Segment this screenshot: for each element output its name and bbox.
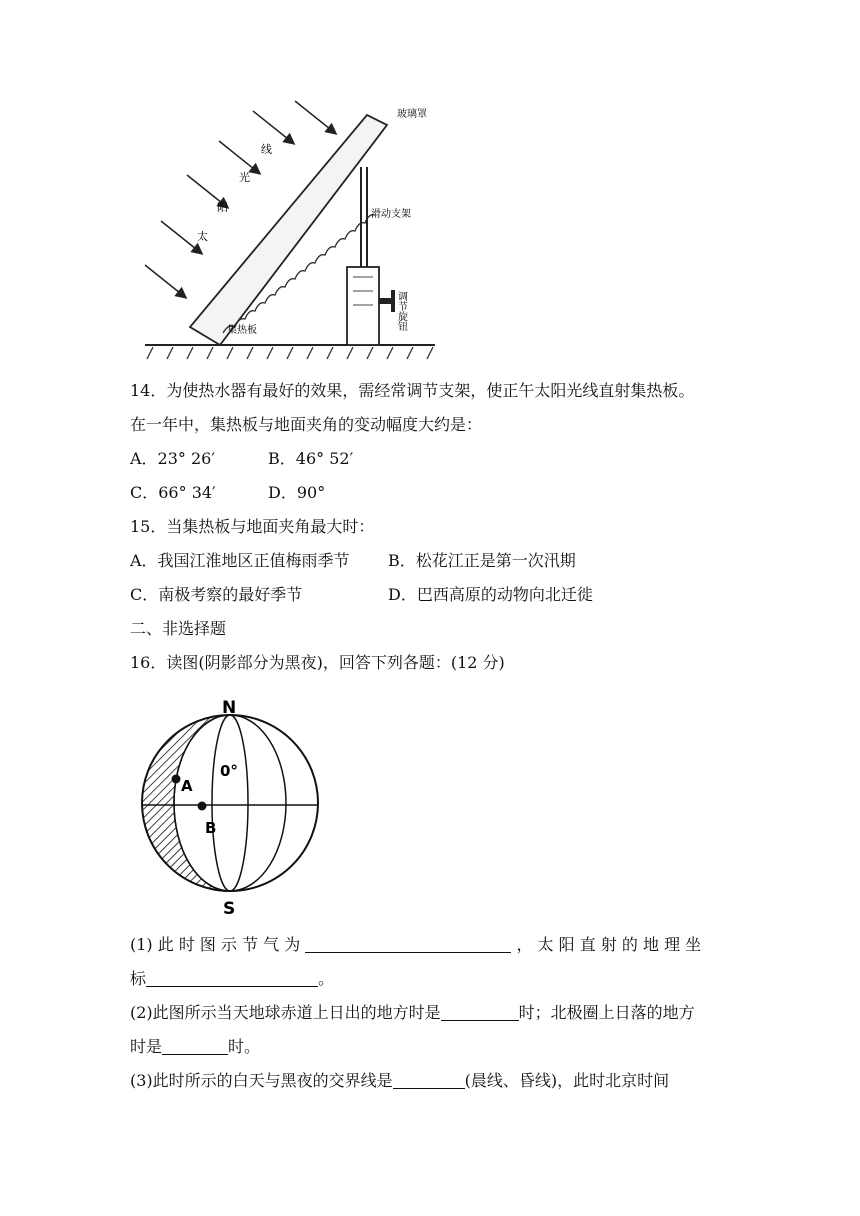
adjust-knob: [379, 290, 395, 312]
q16-sub3-line1: [130, 1070, 669, 1092]
q16-sub2-text4: 时。: [228, 1037, 261, 1056]
q16-sub1-text2: ， 太 阳 直 射 的 地 理 坐: [516, 935, 702, 954]
glass-label: [397, 107, 427, 120]
q16-sub2-blank1[interactable]: [441, 1004, 519, 1021]
sun-label-3: 光: [239, 171, 250, 184]
q15-option-a: A．我国江淮地区正值梅雨季节: [130, 551, 350, 570]
q14-option-b: B．46° 52′: [268, 449, 354, 468]
q16-sub1-blank1[interactable]: [305, 936, 511, 953]
q15-option-b: B．松花江正是第一次汛期: [388, 551, 576, 570]
support-label: 滑动支架: [371, 209, 411, 220]
ground-hatching: [147, 347, 433, 359]
point-a-marker: [172, 775, 181, 784]
q15-stem: 15．当集热板与地面夹角最大时：: [130, 517, 375, 536]
q14-option-c: C．66° 34′: [130, 483, 216, 502]
q16-sub1-text1: (1) 此 时 图 示 节 气 为: [130, 935, 301, 954]
q16-stem: 16．读图(阴影部分为黑夜)，回答下列各题：(12 分): [130, 653, 505, 672]
q16-sub1-text4: 。: [318, 969, 335, 988]
point-a-label: A: [181, 777, 193, 795]
q16-sub2-text2: 时；北极圈上日落的地方: [518, 1003, 695, 1022]
point-b-label: B: [205, 819, 217, 837]
north-label: N: [222, 698, 237, 718]
collector-label: 集热板: [227, 325, 257, 336]
q14-stem-line1: 14．为使热水器有最好的效果，需经常调节支架，使正午太阳光线直射集热板。: [130, 381, 695, 400]
q16-sub3-text2: (晨线、昏线)，此时北京时间: [464, 1071, 670, 1090]
meridian-label: 0°: [220, 762, 238, 780]
adjust-box: [347, 267, 379, 345]
earth-diagram: [130, 695, 330, 920]
q16-sub2-line2: [130, 1036, 260, 1058]
glass-label-line: 玻璃罩: [397, 109, 427, 120]
q16-sub1-blank2[interactable]: [146, 970, 318, 987]
q16-sub1-line1: [130, 934, 701, 956]
meridians: [174, 715, 286, 891]
q16-sub2-blank2[interactable]: [162, 1038, 228, 1055]
q16-sub1-text3: 标: [130, 969, 147, 988]
solar-heater-figure: [135, 95, 445, 367]
sun-label-1: 太: [197, 230, 208, 243]
sun-label-2: 阳: [217, 201, 228, 214]
q16-sub1-line2: [130, 968, 334, 990]
sun-label-4: 线: [261, 143, 272, 156]
section-heading: 二、非选择题: [130, 619, 227, 638]
q16-sub3-blank1[interactable]: [393, 1072, 465, 1089]
q16-sub2-line1: [130, 1002, 695, 1024]
q16-sub2-text1: (2)此图所示当天地球赤道上日出的地方时是: [130, 1003, 441, 1022]
point-b-marker: [198, 802, 207, 811]
south-label: S: [223, 899, 236, 919]
q14-option-d: D．90°: [268, 483, 326, 502]
q15-option-d: D．巴西高原的动物向北迁徙: [388, 585, 593, 604]
q15-option-c: C．南极考察的最好季节: [130, 585, 303, 604]
q16-sub2-text3: 时是: [130, 1037, 163, 1056]
q14-stem-line2: 在一年中，集热板与地面夹角的变动幅度大约是：: [130, 415, 483, 434]
q16-sub3-text1: (3)此时所示的白天与黑夜的交界线是: [130, 1071, 393, 1090]
q14-option-a: A．23° 26′: [130, 449, 215, 468]
knob-label: 调节旋钮: [395, 291, 407, 331]
